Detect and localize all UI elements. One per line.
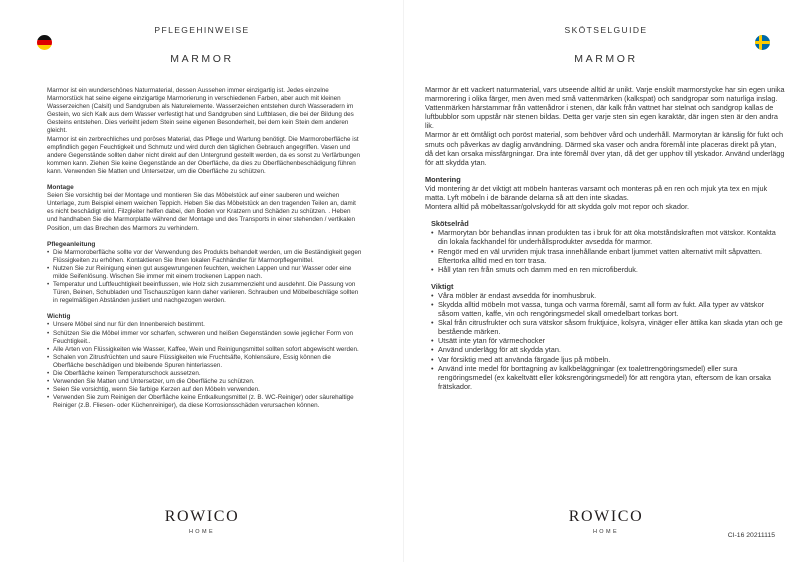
brand-sub: HOME (592, 529, 620, 535)
list-item: • Håll ytan ren från smuts och damm med en ren microfiberduk. (431, 265, 785, 274)
list-item: • Seien Sie vorsichtig, wenn Sie farbige Kerzen auf den Möbeln verwenden. (47, 386, 362, 394)
brand-sub: HOME (188, 529, 216, 535)
wichtig-list (47, 321, 362, 410)
list-item: • Nutzen Sie zur Reinigung einen gut ausgewrungenen feuchten, weichen Lappen und nur Wasser oder eine milde Seifenlösung. Wischen Sie immer mit einem trockenen Lappen nach. (47, 265, 362, 281)
section-heading-skotsel: Skötselråd (431, 219, 469, 229)
list-item: • Die Marmoroberfläche sollte vor der Verwendung des Produkts behandelt werden, um die Beständigkeit gegen Flüssigkeiten zu erhöhen. Kontaktieren Sie Ihren lokalen Fachhändler für Marmorpflegemittel. (47, 249, 362, 265)
section-heading-montage: Montage (47, 184, 74, 192)
header-label-sv: SKÖTSELGUIDE (564, 25, 648, 35)
section-heading-viktigt: Viktigt (431, 281, 454, 291)
montage-text: Seien Sie vorsichtig bei der Montage und montieren Sie das Möbelstück auf einer sauberen und weichen Unterlage, zum Beispiel einem weichen Teppich. Heben Sie das Möbelstück an den tragenden Teilen an, damit es nicht beschädigt wird. Filzgleiter helfen dabei, den Boden vor Kratzern und Schäden zu schützen. . Heben und handhaben Sie die Marmorplatte während der Montage und des Transports in einer stehenden / vertikalen Position, um das Brechen des Marmors zu verhindern. (47, 192, 356, 232)
intro-paragraph-1: Marmor är ett vackert naturmaterial, vars utseende alltid är unikt. Varje enskilt marmorstycke har sin egen unika marmorering i olika färger, men även med små vattenmärken (kalkspat) och sandgropar som naturliga inslag. Vattenmärken härstammar från vattenådror i stenen, där kalk från vattnet har stelnat och sandgrop kallas de luftbubblor som uppstår när stenen bildas. Detta ger varje sten sin egen karaktär, där ingen sten är den andra lik. (425, 85, 785, 131)
header-label-de: PFLEGEHINWEISE (154, 25, 250, 35)
brand-name: ROWICO (568, 508, 644, 525)
list-item: • Skydda alltid möbeln mot vassa, tunga och varma föremål, samt all form av fukt. Alla typer av vätskor såsom vatten, kaffe, vin och rengöringsmedel skall omedelbart torkas bort. (431, 300, 785, 318)
content-de (47, 87, 362, 410)
list-item: • Utsätt inte ytan för värmechocker (431, 336, 785, 345)
sweden-flag-icon (755, 35, 770, 50)
skotsel-list (425, 228, 785, 273)
list-item: • Använd inte medel för borttagning av kalkbeläggningar (ex toalettrengöringsmedel) eller sura rengöringsmedel (ex kakeltvätt eller köksrengöringsmedel) för att rengöra ytan, eftersom de kan orsaka frätskador. (431, 364, 785, 391)
list-item: • Marmorytan bör behandlas innan produkten tas i bruk för att öka motståndskraften mot vätskor. Kontakta din lokala fackhandel för underhållsprodukter avsedda för marmor. (431, 228, 785, 246)
list-item: • Temperatur und Luftfeuchtigkeit beeinflussen, wie Holz sich zusammenzieht und ausdehnt. Die Passung von Türen, Beinen, Schubladen und Tischauszügen kann daher variieren. Schrauben und Möbelbeschläge sollten in regelmäßigen Abständen justiert und nachgezogen werden. (47, 281, 362, 305)
montering-text-2: Montera alltid på möbeltassar/golvskydd för att skydda golv mot repor och skador. (425, 202, 690, 212)
section-heading-montering: Montering (425, 174, 461, 184)
brand-name: ROWICO (164, 508, 240, 525)
list-item: • Skal från citrusfrukter och sura vätskor såsom fruktjuice, kolsyra, vinäger eller ättika kan skada ytan och ge bestående märken. (431, 318, 785, 336)
intro-paragraph-1: Marmor ist ein wunderschönes Naturmaterial, dessen Aussehen immer einzigartig ist. Jedes einzelne Marmorstück hat seine eigene einzigartige Marmorierung in verschiedenen Farben, aber auch mit kleinen Wasserzeichen (Calsit) und Sandgruben als Naturelemente. Wasserzeichen entstehen durch Wasseradern im Gestein, wo sich Kalk aus dem Wasser verfestigt hat und Sandgruben sind Luftblasen, die bei der Bildung des Gesteins entstehen. Dies verleiht jedem Stein seine eigenen Besonderheit, bei dem kein Stein dem anderen gleicht. (47, 87, 354, 135)
list-item: • Die Oberfläche keinen Temperaturschock aussetzen. (47, 370, 362, 378)
list-item: • Unsere Möbel sind nur für den Innenbereich bestimmt. (47, 321, 362, 329)
brand-logo-sv (404, 508, 808, 535)
germany-flag-icon (37, 35, 52, 50)
list-item: • Var försiktig med att använda färgade ljus på möbeln. (431, 355, 785, 364)
section-heading-wichtig: Wichtig (47, 313, 71, 321)
list-item: • Rengör med en väl urvriden mjuk trasa innehållande enbart ljummet vatten alternativt milt såpvatten. Eftertorka alltid med en torr trasa. (431, 247, 785, 265)
document-code: CI-16 20211115 (727, 532, 775, 539)
list-item: • Använd underlägg för att skydda ytan. (431, 345, 785, 354)
intro-paragraph-2: Marmor är ett ömtåligt och poröst material, som behöver vård och underhåll. Marmorytan är känslig för fukt och smuts och påverkas av daglig användning. Därmed ska vaser och andra föremål inte placeras direkt på ytan, då det kan orsaka missfärgningar. Dra inte föremål över ytan, då det ger upphov till ytskador. Använd underlägg för att skydda ytan. (425, 130, 785, 167)
viktigt-list (425, 291, 785, 391)
intro-paragraph-2: Marmor ist ein zerbrechliches und poröses Material, das Pflege und Wartung benötigt. Die Marmoroberfläche ist empfindlich gegen Feuchtigkeit und Schmutz und wird durch den täglichen Gebrauch angegriffen. Vasen und andere Gegenstände sollten daher nicht direkt auf den Untergrund gestellt werden, da es sonst zu Verfärbungen kommen kann. Ziehen Sie keine Gegenstände an der Oberfläche, da dies zu Oberflächenbeschädigung führen kann. Verwenden Sie Matten und Untersetzer, um die Oberfläche zu schützen. (47, 135, 360, 175)
list-item: • Alle Arten von Flüssigkeiten wie Wasser, Kaffee, Wein und Reinigungsmittel sollten sofort abgewischt werden. (47, 346, 362, 354)
list-item: • Våra möbler är endast avsedda för inomhusbruk. (431, 291, 785, 300)
list-item: • Schützen Sie die Möbel immer vor scharfen, schweren und heißen Gegenständen sowie jeglicher Form von Feuchtigkeit.. (47, 330, 362, 346)
page-title-de: MARMOR (170, 53, 234, 65)
list-item: • Verwenden Sie zum Reinigen der Oberfläche keine Entkalkungsmittel (z. B. WC-Reiniger) oder säurehaltige Reiniger (z.B. Fliesen- oder Küchenreiniger), da diese Korrosionsschäden verursachen können. (47, 394, 362, 410)
list-item: • Verwenden Sie Matten und Untersetzer, um die Oberfläche zu schützen. (47, 378, 362, 386)
list-item: • Schalen von Zitrusfrüchten und saure Flüssigkeiten wie Fruchtsäfte, Kohlensäure, Essig können die Oberfläche beschädigen und bleibende Spuren hinterlassen. (47, 354, 362, 370)
content-sv (425, 85, 785, 391)
brand-logo-de (0, 508, 404, 535)
pflege-list (47, 249, 362, 306)
section-heading-pflege: Pflegeanleitung (47, 240, 96, 248)
page-title-sv: MARMOR (574, 53, 638, 65)
montering-text: Vid montering är det viktigt att möbeln hanteras varsamt och monteras på en ren och mjuk yta tex en mjuk matta. Lyft möbeln i de bärande delarna så att den inte skadas. (425, 183, 768, 203)
